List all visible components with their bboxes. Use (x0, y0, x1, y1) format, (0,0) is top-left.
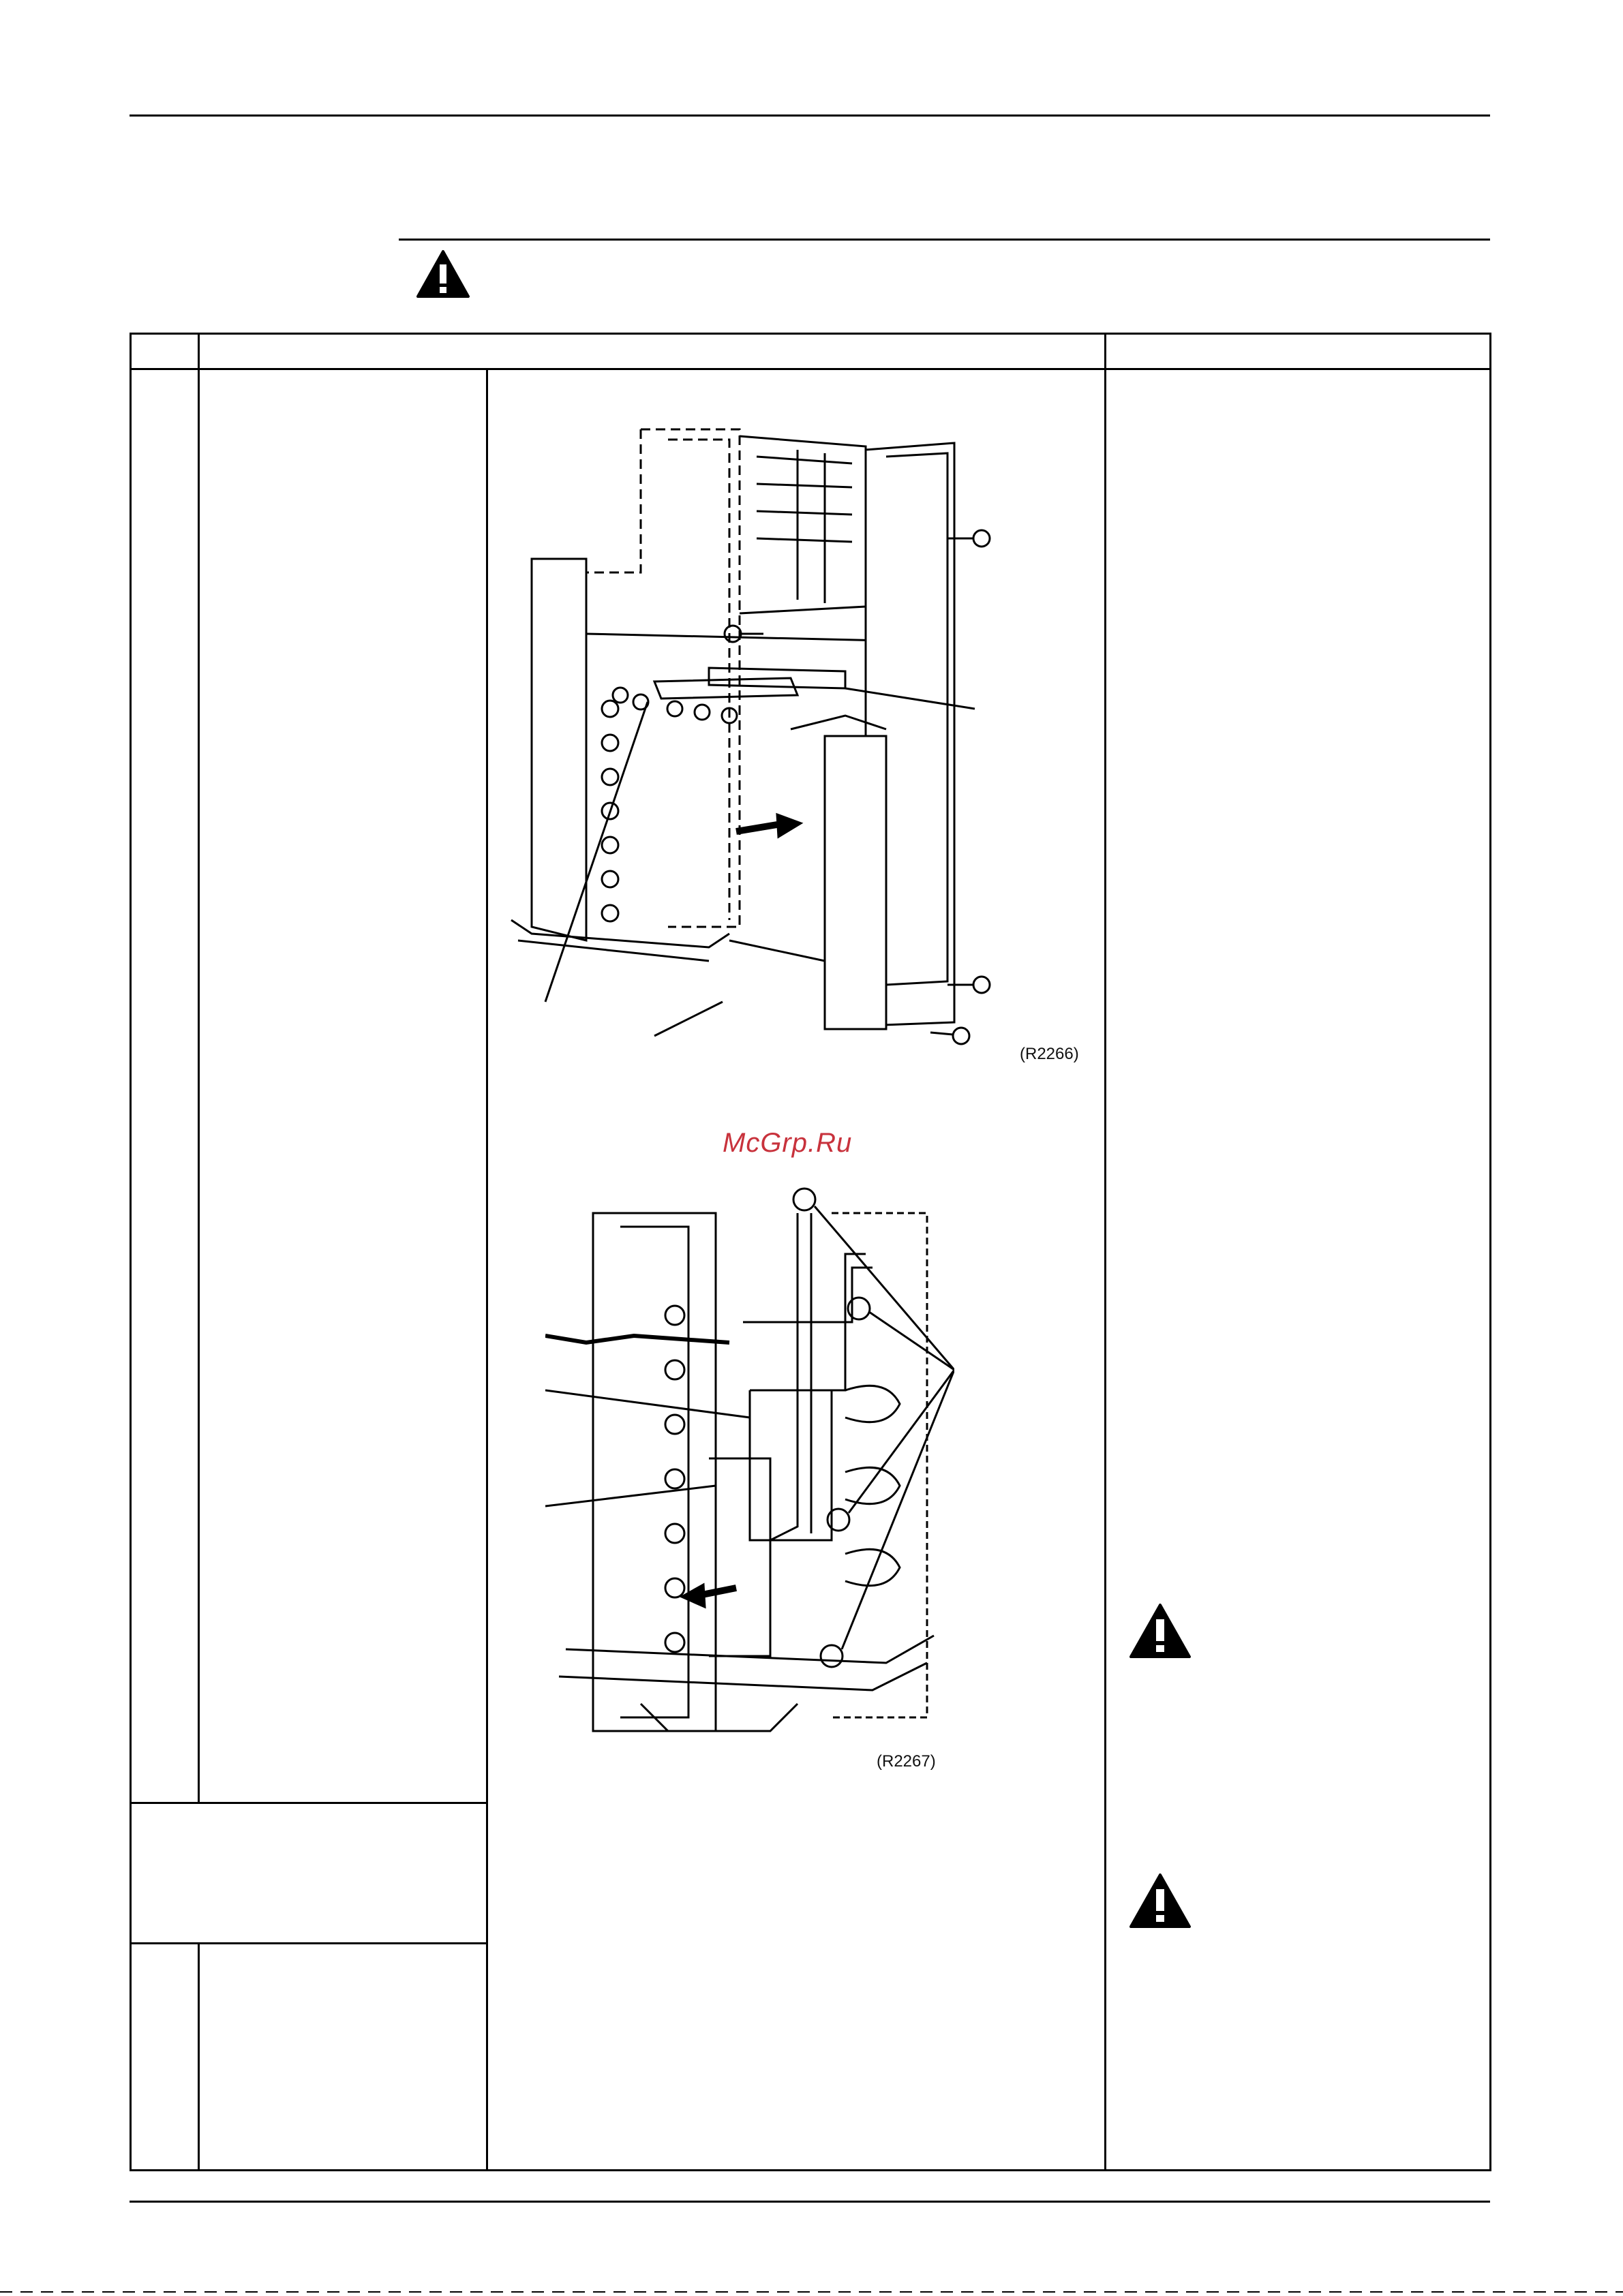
figure-code-bottom: (R2267) (877, 1752, 936, 1771)
col-divider-procedure (486, 368, 488, 2171)
figure-side-panel-removal (504, 409, 1091, 1084)
col-divider-step (198, 333, 200, 1802)
header-rule (130, 114, 1490, 117)
figure-code-top: (R2266) (1020, 1045, 1079, 1063)
scan-edge (0, 2291, 1623, 2293)
footer-rule (130, 2201, 1490, 2203)
warning-icon (416, 249, 470, 299)
warning-icon (1129, 1873, 1192, 1929)
figure-piping-removal (545, 1186, 954, 1786)
warning-icon (1129, 1603, 1192, 1659)
table-header-divider (130, 368, 1491, 370)
watermark: McGrp.Ru (723, 1128, 853, 1158)
caution-rule (399, 239, 1490, 241)
row-divider-1 (130, 1802, 488, 1804)
col-divider-step-lower (198, 1942, 200, 2171)
row-divider-2 (130, 1942, 488, 1944)
col-divider-points (1104, 333, 1106, 2171)
